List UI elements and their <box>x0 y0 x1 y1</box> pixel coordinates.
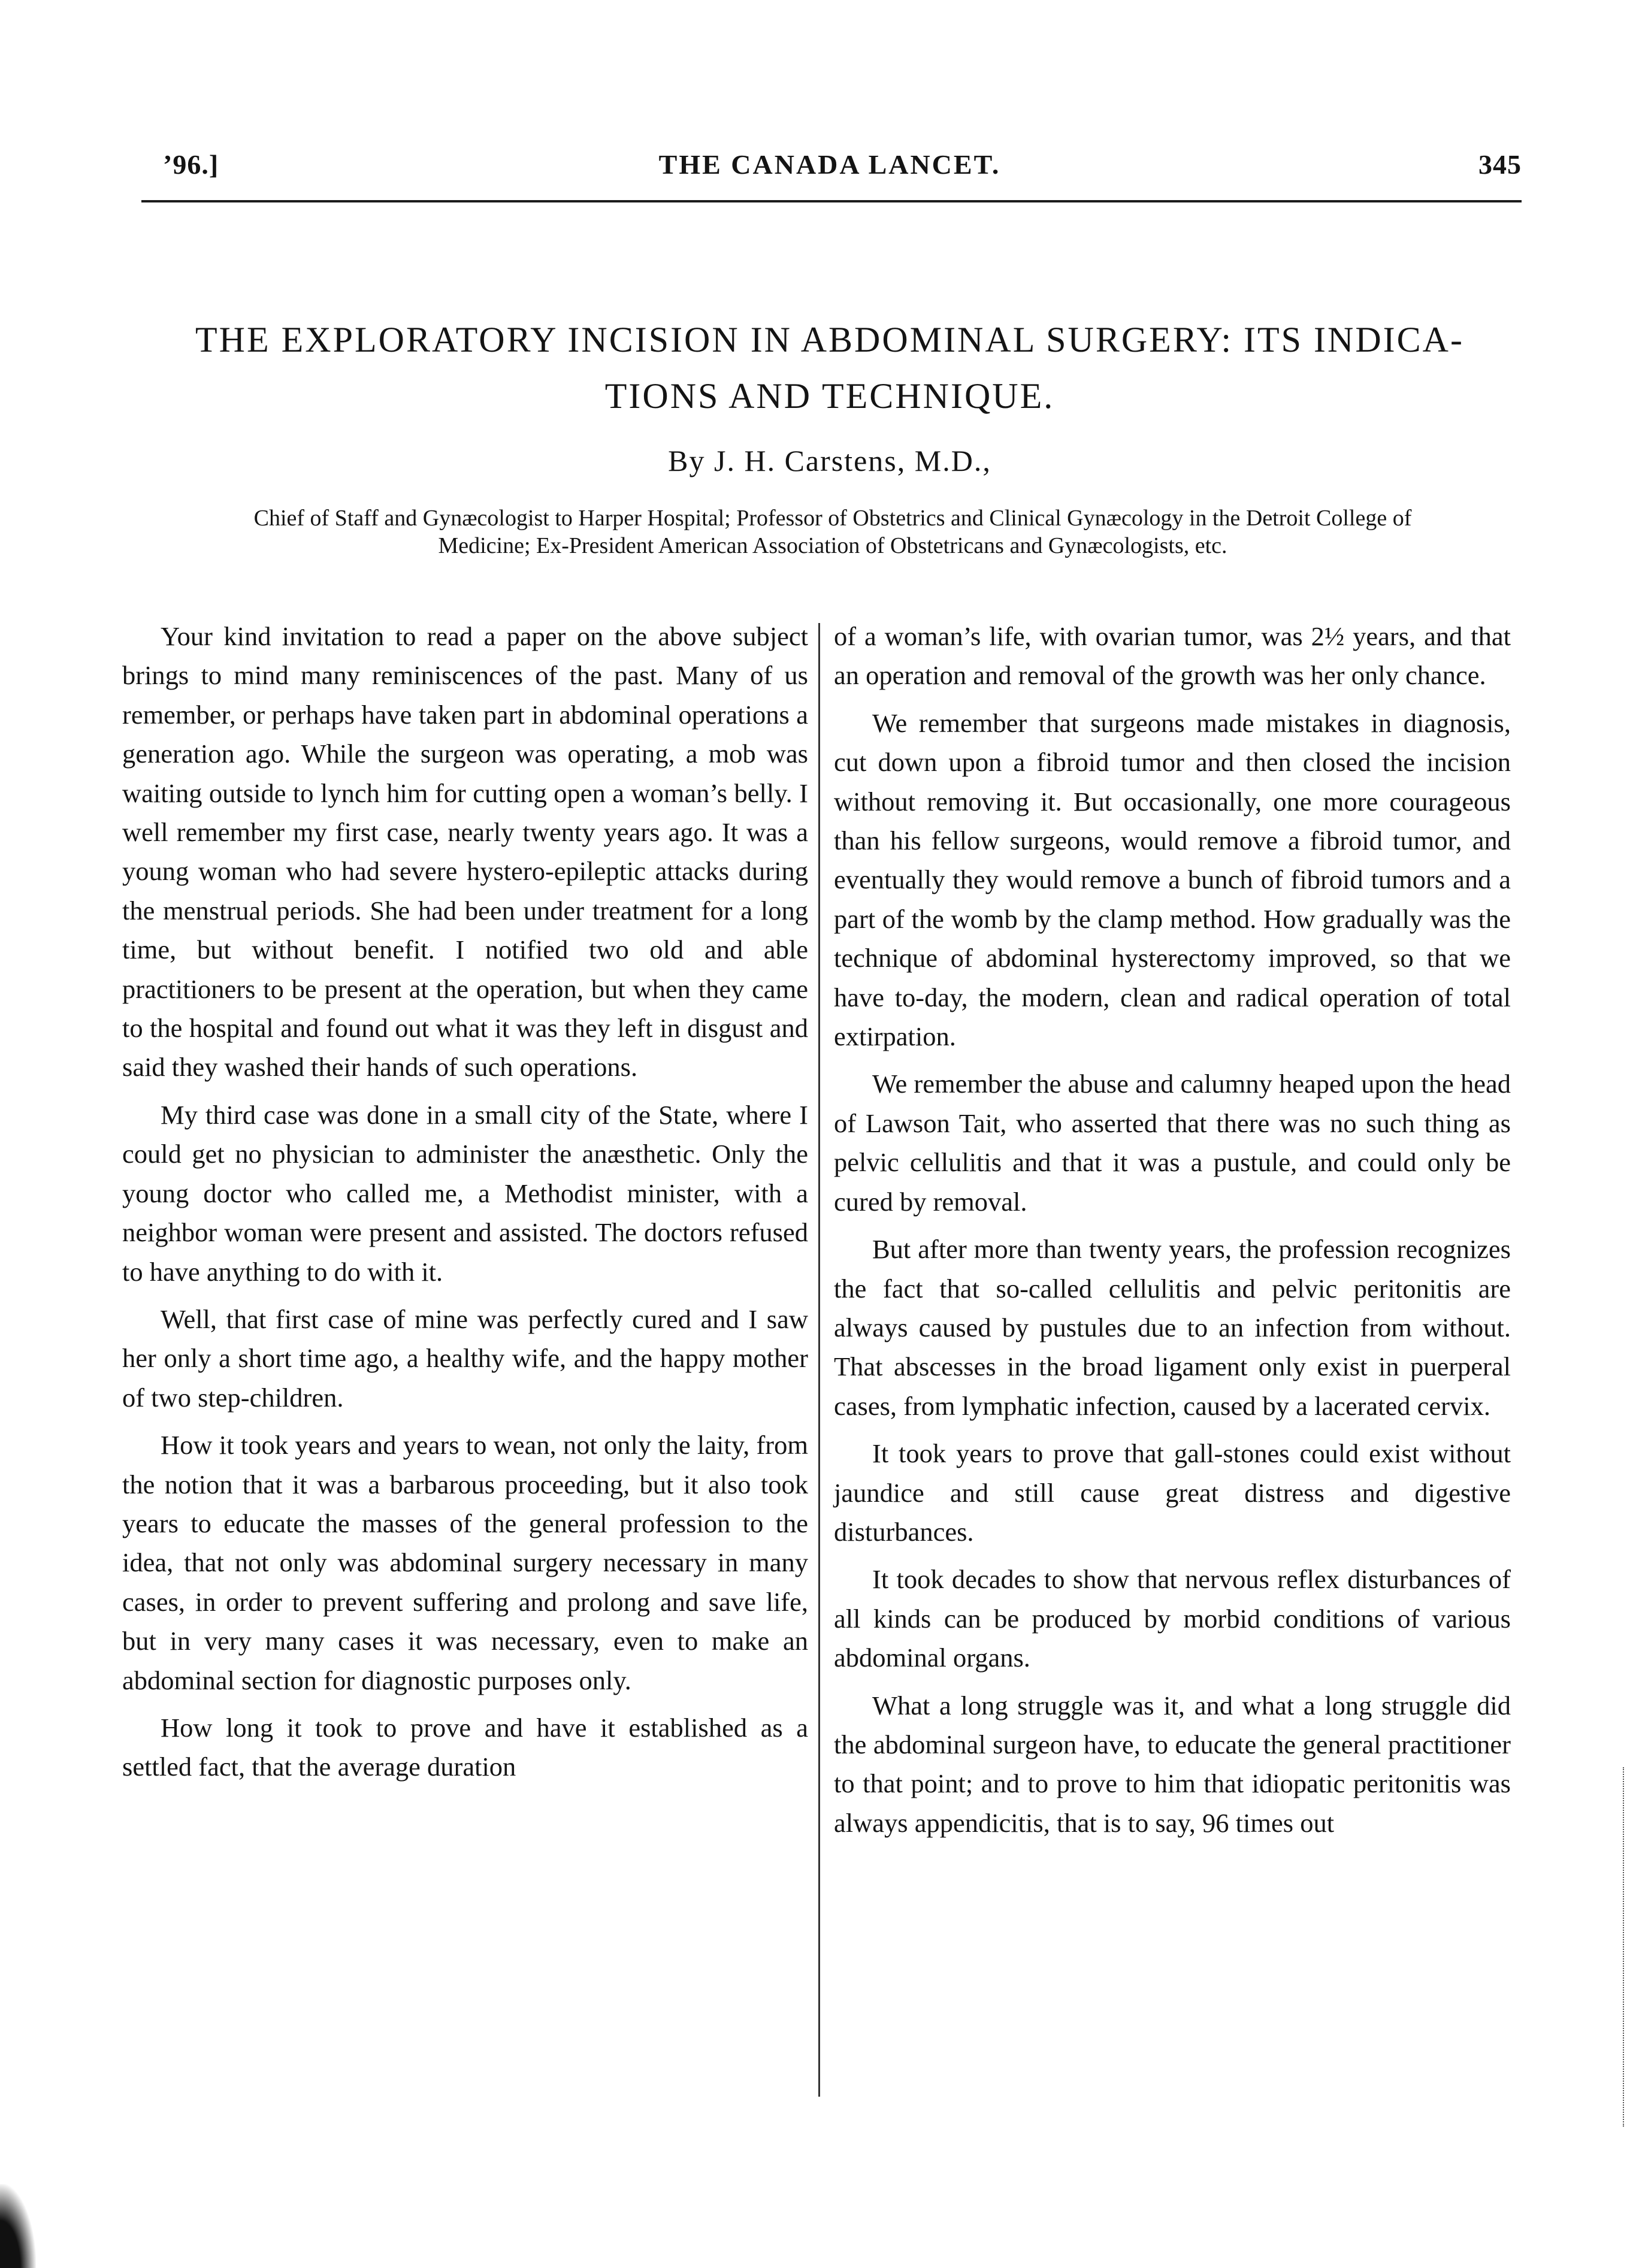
scan-edge-marks <box>1623 1767 1629 2127</box>
paragraph: How it took years and years to wean, not only the laity, from the notion that it was a barbarous proceeding, but it also took years to educate the masses of the general profession to the idea, that not only was abdominal surgery necessary in many cases, in order to prevent suffering and prolong and save life, but in very many cases it was necessary, even to make an abdominal section for diagnostic purposes only. <box>122 1430 808 1695</box>
paragraph: Well, that first case of mine was perfectly cured and I saw her only a short time ago, a healthy wife, and the happy mother of two step-children. <box>122 1304 808 1413</box>
paragraph: We remember that surgeons made mistakes in diagnosis, cut down upon a fibroid tumor and then closed the incision without removing it. But occasionally, one more courageous than his fellow surgeons, would remove a fibroid tumor, and eventually they would remove a bunch of fibroid tumors and a part of the womb by the clamp method. How gradually was the technique of abdominal hysterectomy improved, so that we have to-day, the modern, clean and radical operation of total extirpation. <box>834 707 1511 1052</box>
paragraph: But after more than twenty years, the profession recognizes the fact that so-called cellulitis and pelvic peritonitis are always caused by pustules due to an infection from without. That abscesses in the broad ligament only exist in puerperal cases, from lymphatic infection, caused by a lacerated cervix. <box>834 1234 1511 1421</box>
paragraph: What a long struggle was it, and what a long struggle did the abdominal surgeon have, to educate the general practitioner to that point; and to prove to him that idiopatic peritonitis was always appendicitis, that is to say, 96 times out <box>834 1690 1511 1838</box>
paragraph: We remember the abuse and calumny heaped upon the head of Lawson Tait, who asserted that there was no such thing as pelvic cellulitis and that it was a pustule, and could only be cured by removal. <box>834 1069 1511 1217</box>
author-byline: By J. H. Carstens, M.D., <box>668 444 991 477</box>
left-column <box>122 617 808 1795</box>
journal-title: THE CANADA LANCET. <box>658 149 1001 180</box>
scan-edge-shadow <box>0 2184 36 2268</box>
paragraph: It took decades to show that nervous reflex disturbances of all kinds can be produced by morbid conditions of various abdominal organs. <box>834 1564 1511 1673</box>
article-title-line-2: TIONS AND TECHNIQUE. <box>604 376 1055 416</box>
header-rule <box>141 200 1522 202</box>
paragraph-continued: of a woman’s life, with ovarian tumor, was 2½ years, and that an operation and removal of the growth was her only chance. <box>834 621 1511 691</box>
volume-year: ’96.] <box>163 149 219 180</box>
paragraph: My third case was done in a small city of the State, where I could get no physician to administer the anæsthetic. Only the young doctor who called me, a Methodist minister, with a neighbor woman were present and assisted. The doctors refused to have anything to do with it. <box>122 1099 808 1287</box>
article-title <box>138 312 1522 424</box>
article-title-line-1: THE EXPLORATORY INCISION IN ABDOMINAL SURGERY: ITS INDICA- <box>195 320 1464 359</box>
author-affiliation: Chief of Staff and Gynæcologist to Harper Hospital; Professor of Obstetrics and Clinical Gynæcology in the Detroit College of Medicine; Ex-President American Association of Obstetricans and Gynæcologists, etc. <box>253 506 1412 558</box>
paragraph: Your kind invitation to read a paper on the above subject brings to mind many reminiscences of the past. Many of us remember, or perhaps have taken part in abdominal operations a generation ago. While the surgeon was operating, a mob was waiting outside to lynch him for cutting open a woman’s belly. I well remember my first case, nearly twenty years ago. It was a young woman who had severe hystero-epileptic attacks during the menstrual periods. She had been under treatment for a long time, but without benefit. I notified two old and able practitioners to be present at the operation, but when they came to the hospital and found out what it was they left in disgust and said they washed their hands of such operations. <box>122 621 808 1082</box>
column-divider <box>818 623 820 2097</box>
paragraph: How long it took to prove and have it established as a settled fact, that the average duration <box>122 1712 808 1782</box>
page-number: 345 <box>1478 149 1522 180</box>
running-header <box>138 149 1522 196</box>
right-column <box>834 617 1511 1851</box>
paragraph: It took years to prove that gall-stones could exist without jaundice and still cause great distress and digestive disturbances. <box>834 1438 1511 1547</box>
